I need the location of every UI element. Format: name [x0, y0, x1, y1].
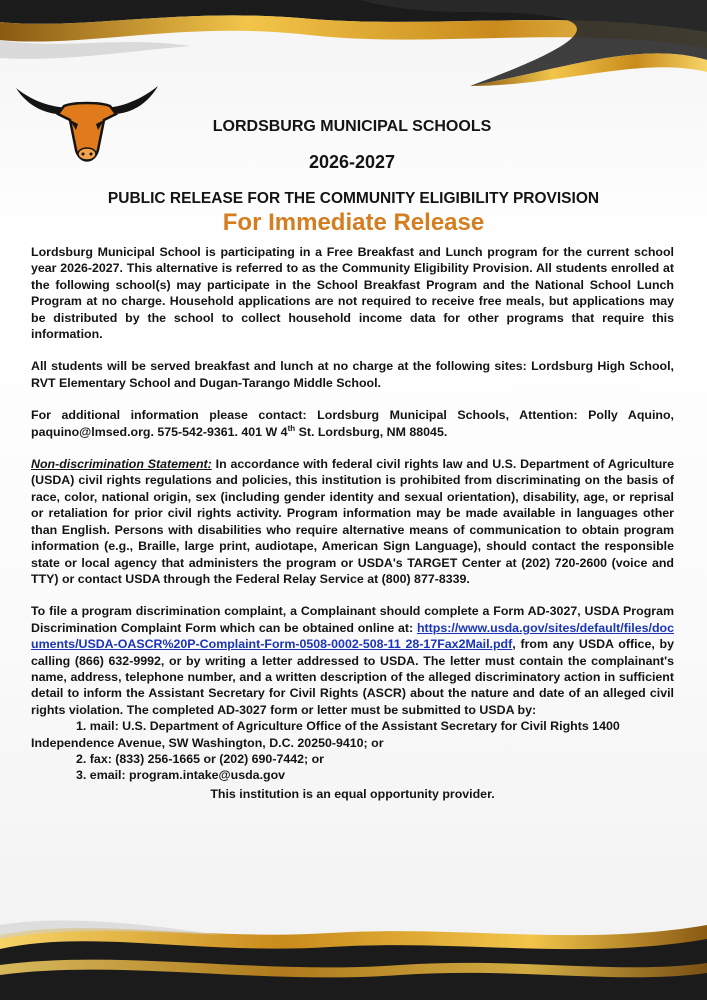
- list-item-text: fax: (833) 256-1665 or (202) 690-7442; or: [89, 751, 324, 766]
- complaint-text: To file a program discrimination complaint, a Complainant should complete a Form AD-3027, USDA Program Discrimination Complaint Form which can be obtained online at:: [31, 604, 674, 635]
- contact-text: For additional information please contact: Lordsburg Municipal Schools, Attention: Polly Aquino, paquino@lmsed.org. 575-542-9361. 401 W 4: [31, 408, 674, 439]
- bottom-wave-decoration: [0, 905, 707, 1000]
- release-title: PUBLIC RELEASE FOR THE COMMUNITY ELIGIBILITY PROVISION: [107, 190, 600, 207]
- list-item-number: 3.: [76, 768, 87, 783]
- complaint-paragraph: [31, 603, 674, 718]
- submission-methods-list: [31, 718, 674, 784]
- contact-address: St. Lordsburg, NM 88045.: [295, 424, 448, 439]
- list-item-text: email: program.intake@usda.gov: [89, 768, 286, 783]
- list-item: [31, 751, 674, 767]
- complaint-instructions: , from any USDA office, by calling (866) 632-9992, or by writing a letter addressed to USDA. The letter must contain the complainant's name, address, telephone number, and a written description of the alleged discriminatory action in sufficient detail to inform the Assistant Secretary for Civil Rights (ASCR) about the nature and date of an alleged civil rights violation. The completed AD-3027 form or letter must be submitted to USDA by:: [31, 637, 675, 717]
- announcement-body: [31, 244, 674, 802]
- list-item: [31, 718, 674, 751]
- nondiscrimination-label: Non-discrimination Statement:: [31, 457, 212, 472]
- list-item-number: 2.: [76, 751, 87, 766]
- ordinal-suffix: th: [287, 423, 296, 433]
- contact-paragraph: [31, 407, 674, 440]
- list-item-number: 1.: [76, 719, 87, 734]
- intro-paragraph: Lordsburg Municipal School is participating in a Free Breakfast and Lunch program for the current school year 2026-2027. This alternative is referred to as the Community Eligibility Provision. All students enrolled at the following school(s) may participate in the School Breakfast Program and the National School Lunch Program at no charge. Household applications are not required to receive free meals, but applications may be distributed by the school to collect household income data for other programs that require this information.: [31, 245, 674, 342]
- school-name: LORDSBURG MUNICIPAL SCHOOLS: [212, 118, 492, 135]
- list-item: [31, 767, 674, 783]
- list-item-text: mail: U.S. Department of Agriculture Office of the Assistant Secretary for Civil Rights 1400 Independence Avenue, SW Washington, D.C. 20250-9410; or: [31, 719, 620, 750]
- equal-opportunity-statement: This institution is an equal opportunity provider.: [210, 786, 495, 801]
- complaint-form-link[interactable]: https://www.usda.gov/sites/default/files/documents/USDA-OASCR%20P-Complaint-Form-0508-0002-508-11 28-17Fax2Mail.pdf: [31, 620, 674, 652]
- nondiscrimination-text: In accordance with federal civil rights law and U.S. Department of Agriculture (USDA) civil rights regulations and policies, this institution is prohibited from discriminating on the basis of race, color, national origin, sex (including gender identity and sexual orientation), disability, age, or reprisal or retaliation for prior civil rights activity. Program information may be made available in languages other than English. Persons with disabilities who require alternative means of communication to obtain program information (e.g., Braille, large print, audiotape, American Sign Language), should contact the responsible state or local agency that administers the program or USDA's TARGET Center at (202) 720-2600 (voice and TTY) or contact USDA through the Federal Relay Service at (800) 877-8339.: [31, 457, 674, 586]
- immediate-release-heading: For Immediate Release: [222, 209, 485, 236]
- school-year: 2026-2027: [308, 152, 396, 172]
- nondiscrimination-paragraph: [31, 456, 674, 587]
- sites-paragraph: All students will be served breakfast and lunch at no charge at the following sites: Lordsburg High School, RVT Elementary School and Dugan-Tarango Middle School.: [31, 359, 674, 390]
